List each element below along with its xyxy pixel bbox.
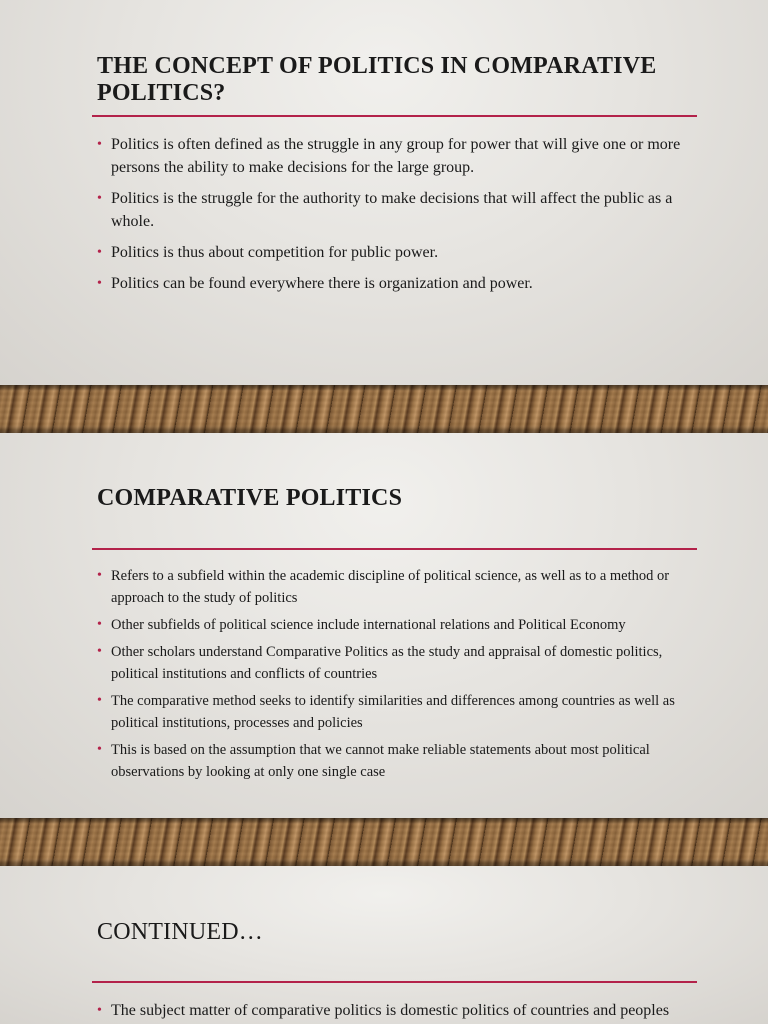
list-item: • Other scholars understand Comparative Politics as the study and appraisal of domestic politics, political institutions and conflicts of countries [97, 641, 689, 685]
slide-1 [0, 0, 768, 385]
list-item: • Politics can be found everywhere there is organization and power. [97, 272, 689, 295]
list-item: • Other subfields of political science include international relations and Political Economy [97, 614, 689, 636]
slide-3 [0, 866, 768, 1024]
slide-1-title-divider [92, 115, 697, 117]
bullet-icon: • [97, 693, 102, 708]
bullet-icon: • [97, 617, 102, 632]
slide-2-title: COMPARATIVE POLITICS [97, 485, 403, 511]
bullet-icon: • [97, 245, 102, 260]
bullet-icon: • [97, 644, 102, 659]
wood-floor-divider [0, 385, 768, 433]
slide-2 [0, 433, 768, 818]
list-item: • The comparative method seeks to identify similarities and differences among countries as well as political institutions, processes and policies [97, 690, 689, 734]
list-item: • Politics is thus about competition for public power. [97, 241, 689, 264]
bullet-icon: • [97, 276, 102, 291]
bullet-icon: • [97, 191, 102, 206]
slide-1-bullet-list [97, 133, 689, 303]
slide-2-title-divider [92, 548, 697, 550]
slide-1-title: THE CONCEPT OF POLITICS IN COMPARATIVE POLITICS? [97, 53, 657, 106]
list-item: • Refers to a subfield within the academic discipline of political science, as well as to a method or approach to the study of politics [97, 565, 689, 609]
list-item: • The subject matter of comparative politics is domestic politics of countries and peoples [97, 999, 689, 1022]
bullet-icon: • [97, 1003, 102, 1018]
bullet-icon: • [97, 742, 102, 757]
slide-3-title-divider [92, 981, 697, 983]
bullet-icon: • [97, 137, 102, 152]
list-item: • Politics is often defined as the struggle in any group for power that will give one or more persons the ability to make decisions for the large group. [97, 133, 689, 179]
list-item: • This is based on the assumption that we cannot make reliable statements about most political observations by looking at only one single case [97, 739, 689, 783]
bullet-icon: • [97, 568, 102, 583]
slide-2-bullet-list [97, 565, 689, 788]
slide-3-bullet-list [97, 999, 689, 1022]
list-item: • Politics is the struggle for the authority to make decisions that will affect the public as a whole. [97, 187, 689, 233]
wood-floor-divider [0, 818, 768, 866]
slide-3-title: CONTINUED… [97, 919, 263, 945]
